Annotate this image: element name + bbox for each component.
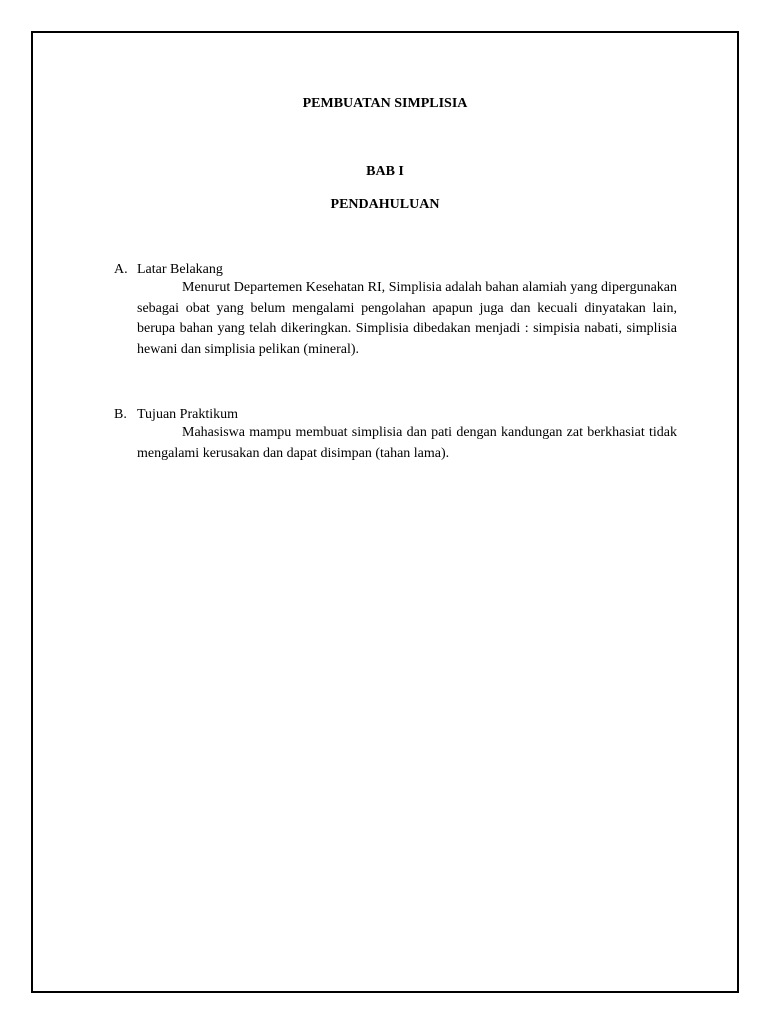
section-letter: A. xyxy=(114,262,128,277)
section-paragraph: Mahasiswa mampu membuat simplisia dan pati dengan kandungan zat berkhasiat tidak mengalami kerusakan dan dapat disimpan (tahan lama). xyxy=(137,425,677,461)
section-paragraph: Menurut Departemen Kesehatan RI, Simplisia adalah bahan alamiah yang dipergunakan sebagai obat yang belum mengalami pengolahan apapun juga dan kecuali dinyatakan lain, berupa bahan yang telah dikeringkan. Simplisia dibedakan menjadi : simpisia nabati, simplisia hewani dan simplisia pelikan (mineral). xyxy=(137,280,677,357)
page-frame xyxy=(31,31,739,993)
section-heading: Tujuan Praktikum xyxy=(137,407,238,422)
section-heading: Latar Belakang xyxy=(137,262,223,277)
chapter-label: BAB I xyxy=(366,164,404,179)
section-tujuan-praktikum xyxy=(114,406,677,478)
section-header xyxy=(114,261,677,278)
chapter-title: PENDAHULUAN xyxy=(330,197,440,212)
section-latar-belakang xyxy=(114,261,677,374)
section-letter: B. xyxy=(114,407,127,422)
document-title: PEMBUATAN SIMPLISIA xyxy=(302,96,468,111)
section-header xyxy=(114,406,677,423)
